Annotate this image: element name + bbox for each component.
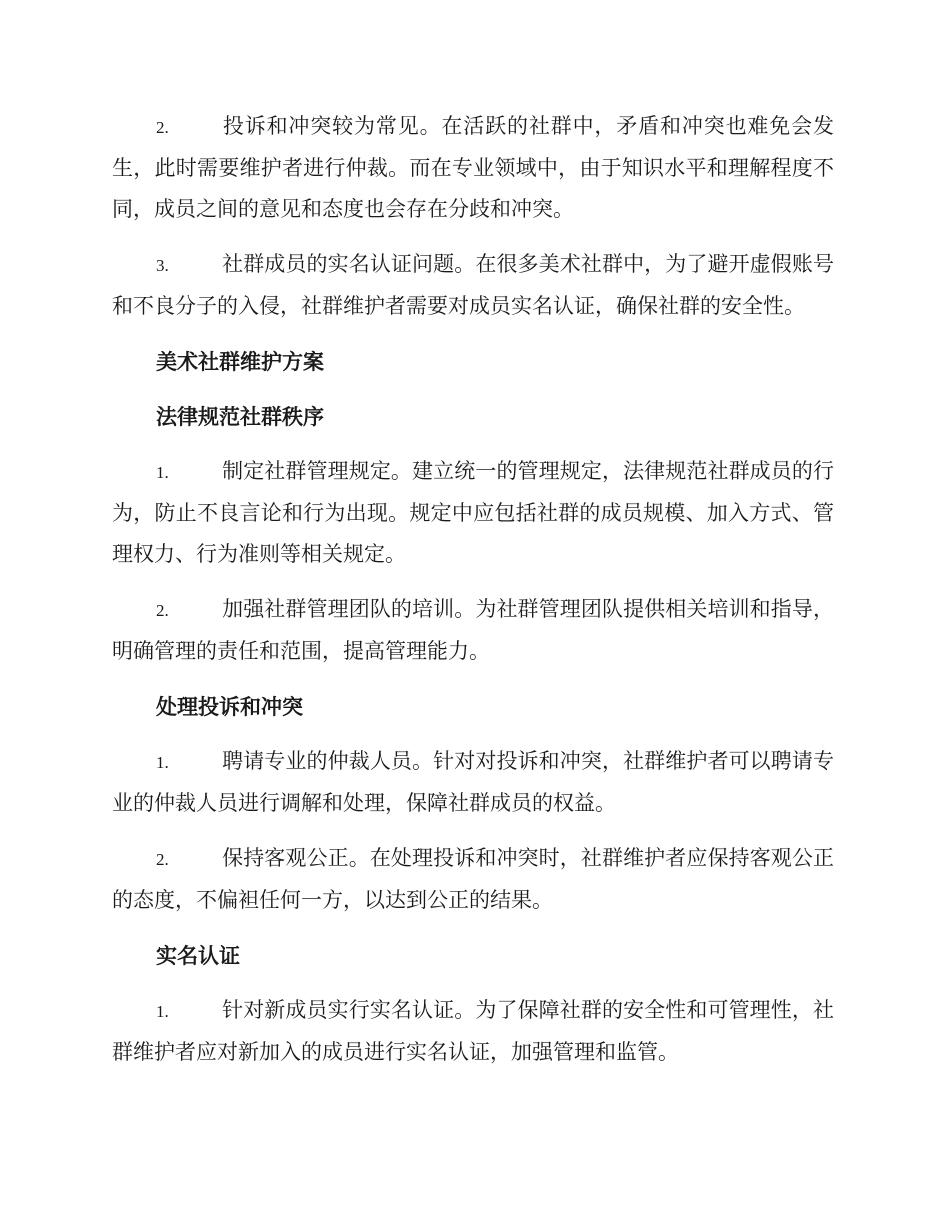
item-text: 投诉和冲突较为常见。在活跃的社群中，矛盾和冲突也难免会发生，此时需要维护者进行仲裁。而在专业领域中，由于知识水平和理解程度不同，成员之间的意见和态度也会存在分歧和冲突。 [112,114,834,221]
list-item [112,451,834,575]
item-number: 2. [156,850,169,869]
list-item [112,741,834,824]
list-item [112,106,834,230]
subsection-heading: 实名认证 [156,943,240,968]
list-item [112,589,834,672]
item-number: 2. [156,118,169,137]
item-text: 社群成员的实名认证问题。在很多美术社群中，为了避开虚假账号和不良分子的入侵，社群维护者需要对成员实名认证，确保社群的安全性。 [112,252,834,318]
subsection-heading: 处理投诉和冲突 [156,694,303,719]
list-item [112,244,834,327]
list-item [112,990,834,1073]
item-text: 针对新成员实行实名认证。为了保障社群的安全性和可管理性，社群维护者应对新加入的成员进行实名认证，加强管理和监管。 [112,998,834,1064]
item-number: 1. [156,753,169,772]
item-number: 2. [156,601,169,620]
section-heading: 美术社群维护方案 [156,349,324,374]
item-text: 加强社群管理团队的培训。为社群管理团队提供相关培训和指导，明确管理的责任和范围，提高管理能力。 [112,597,834,663]
item-text: 聘请专业的仲裁人员。针对对投诉和冲突，社群维护者可以聘请专业的仲裁人员进行调解和处理，保障社群成员的权益。 [112,749,834,815]
list-item [112,838,834,921]
item-text: 制定社群管理规定。建立统一的管理规定，法律规范社群成员的行为，防止不良言论和行为出现。规定中应包括社群的成员规模、加入方式、管理权力、行为准则等相关规定。 [112,459,834,566]
item-text: 保持客观公正。在处理投诉和冲突时，社群维护者应保持客观公正的态度，不偏袒任何一方，以达到公正的结果。 [112,846,834,912]
item-number: 1. [156,463,169,482]
item-number: 1. [156,1002,169,1021]
subsection-heading: 法律规范社群秩序 [156,404,324,429]
document-body [112,106,834,1087]
item-number: 3. [156,256,169,275]
